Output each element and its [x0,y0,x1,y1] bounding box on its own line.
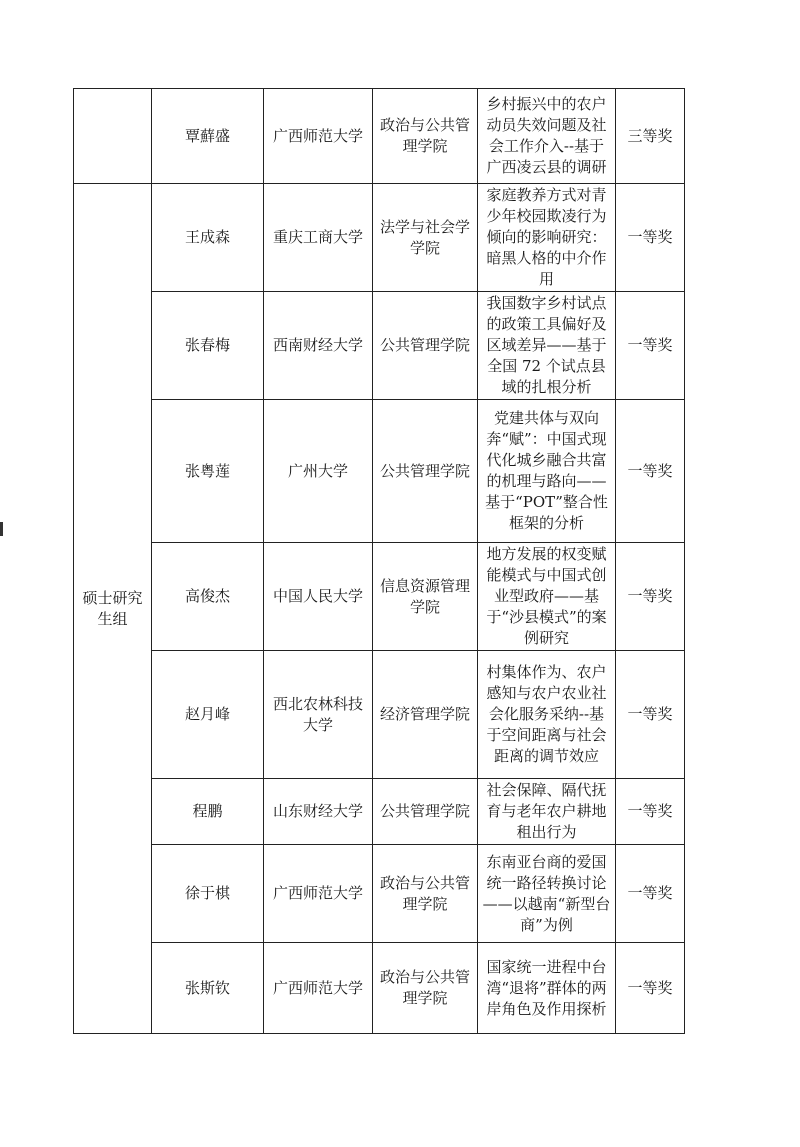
university-cell: 广西师范大学 [264,89,373,184]
title-cell: 党建共体与双向奔“赋”：中国式现代化城乡融合共富的机理与路向——基于“POT”整合性框架的分析 [478,400,616,543]
college-cell: 公共管理学院 [373,400,478,543]
college-cell: 法学与社会学学院 [373,184,478,292]
name-cell: 覃蘚盛 [152,89,264,184]
award-cell: 一等奖 [616,184,685,292]
name-cell: 徐于棋 [152,845,264,943]
group-cell-empty [74,89,152,184]
title-cell: 国家统一进程中台湾“退将”群体的两岸角色及作用探析 [478,943,616,1034]
name-cell: 高俊杰 [152,543,264,651]
award-cell: 一等奖 [616,292,685,400]
scan-edge-mark [0,522,3,536]
table-row [74,943,685,1034]
table-row [74,651,685,779]
university-cell: 广州大学 [264,400,373,543]
table-row [74,89,685,184]
award-cell: 一等奖 [616,943,685,1034]
title-cell: 东南亚台商的爱国统一路径转换讨论——以越南“新型台商”为例 [478,845,616,943]
award-cell: 三等奖 [616,89,685,184]
title-cell: 村集体作为、农户感知与农户农业社会化服务采纳--基于空间距离与社会距离的调节效应 [478,651,616,779]
name-cell: 程鹏 [152,779,264,845]
name-cell: 张粤莲 [152,400,264,543]
award-table [73,88,685,1034]
college-cell: 信息资源管理学院 [373,543,478,651]
name-cell: 赵月峰 [152,651,264,779]
group-cell: 硕士研究生组 [74,184,152,1034]
award-cell: 一等奖 [616,651,685,779]
college-cell: 公共管理学院 [373,779,478,845]
university-cell: 广西师范大学 [264,943,373,1034]
title-cell: 地方发展的权变赋能模式与中国式创业型政府——基于“沙县模式”的案例研究 [478,543,616,651]
college-cell: 政治与公共管理学院 [373,943,478,1034]
university-cell: 西北农林科技大学 [264,651,373,779]
title-cell: 我国数字乡村试点的政策工具偏好及区域差异——基于全国 72 个试点县域的扎根分析 [478,292,616,400]
university-cell: 山东财经大学 [264,779,373,845]
university-cell: 西南财经大学 [264,292,373,400]
award-cell: 一等奖 [616,779,685,845]
name-cell: 张春梅 [152,292,264,400]
table-row [74,400,685,543]
title-cell: 家庭教养方式对青少年校园欺凌行为倾向的影响研究：暗黑人格的中介作用 [478,184,616,292]
university-cell: 中国人民大学 [264,543,373,651]
award-cell: 一等奖 [616,400,685,543]
name-cell: 张斯钦 [152,943,264,1034]
name-cell: 王成森 [152,184,264,292]
university-cell: 广西师范大学 [264,845,373,943]
college-cell: 公共管理学院 [373,292,478,400]
award-cell: 一等奖 [616,845,685,943]
table-row [74,543,685,651]
table-row [74,292,685,400]
table-row [74,845,685,943]
title-cell: 社会保障、隔代抚育与老年农户耕地租出行为 [478,779,616,845]
award-cell: 一等奖 [616,543,685,651]
university-cell: 重庆工商大学 [264,184,373,292]
college-cell: 政治与公共管理学院 [373,89,478,184]
college-cell: 经济管理学院 [373,651,478,779]
table-row [74,779,685,845]
table-row [74,184,685,292]
college-cell: 政治与公共管理学院 [373,845,478,943]
title-cell: 乡村振兴中的农户动员失效问题及社会工作介入--基于广西凌云县的调研 [478,89,616,184]
